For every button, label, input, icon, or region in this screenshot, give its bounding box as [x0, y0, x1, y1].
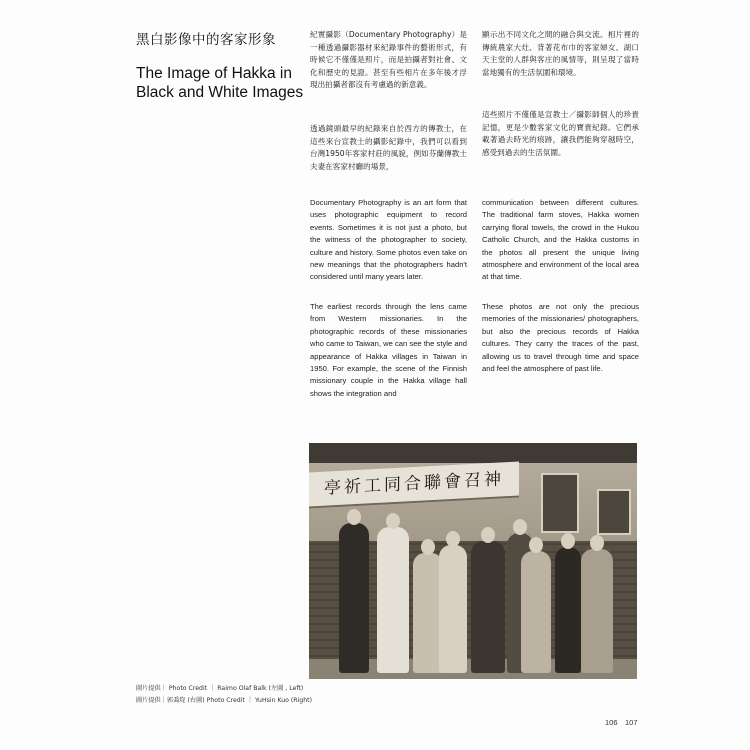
zh-paragraph-2: 透過鏡頭最早的紀錄來自於西方的傳教士，在這些來台宣教士的攝影紀錄中，我們可以看到台灣1950年客家村莊的風貌，例如芬蘭傳教士夫妻在客家村廳的場景， — [310, 124, 467, 171]
group-photo — [309, 443, 637, 679]
photo-person — [471, 541, 505, 673]
en-paragraph-3: communication between different cultures. The traditional farm stoves, Hakka women carrying floral towels, the crowd in the Hukou Catholic Church, and the Hakka customs in the photos all present the unique living atmosphere and environment of the local area at that time. — [482, 198, 639, 282]
zh-paragraph-4: 這些照片不僅僅是宣教士／攝影師個人的珍貴記憶，更是少數客家文化的寶貴紀錄。它們承載著過去時光的痕跡，讓我們能夠穿越時空，感受到過去的生活氛圍。 — [482, 110, 639, 157]
en-paragraph-4: These photos are not only the precious memories of the missionaries/ photographers, but also the precious records of Hakka cultures. They carry the traces of the past, allowing us to travel through time and space and feel the atmosphere of past life. — [482, 302, 639, 374]
en-paragraph-1: Documentary Photography is an art form that uses photographic equipment to record events. Sometimes it is not just a photo, but the witness of the photographer to society, culture and history. Some photos even take on new meanings that the photographers hadn't considered until many years later. — [310, 198, 467, 282]
photo-person — [581, 549, 613, 673]
credit-line-1: 圖片提供｜ Photo Credit ｜ Raimo Olaf Balk (左圖 , Left) — [136, 685, 304, 692]
en-paragraph-2: The earliest records through the lens came from Western missionaries. In the photographic records of these missionaries who came to Taiwan, we can see the style and appearance of Hakka villages in Taiwan in 1950. For example, the scene of the Finnish missionary couple in the Hakka village hall shows the integration and — [310, 302, 467, 398]
chinese-title: 黑白影像中的客家形象 — [136, 32, 276, 48]
photo-credits — [136, 683, 312, 707]
photo-banner-sign: 亭祈工同合聯會召神 — [309, 461, 519, 508]
photo-person — [439, 545, 467, 673]
photo-person — [339, 523, 369, 673]
photo-window — [597, 489, 631, 535]
photo-roof — [309, 443, 637, 463]
credit-line-2: 圖片提供｜郭喬琁 (右圖) Photo Credit ｜ YuHsin Kuo (Right) — [136, 697, 312, 704]
zh-paragraph-1: 紀實攝影（Documentary Photography）是一種透過攝影器材來紀錄事件的藝術形式，有時候它不僅僅是照片，而是拍攝者對社會、文化和歷史的見證。甚至有些相片在多年後才浮現出拍攝者都沒有考慮過的新意義。 — [310, 30, 467, 90]
photo-person — [555, 547, 581, 673]
photo-person — [521, 551, 551, 673]
zh-paragraph-3: 顯示出不同文化之間的融合與交流。相片裡的傳統農家大灶、背著花布巾的客家婦女、湖口天主堂的人群與客庄的風情等，則呈現了當時當地獨有的生活氛圍和環境。 — [482, 30, 639, 77]
page-number-left: 106 — [605, 718, 618, 727]
photo-person — [377, 527, 409, 673]
page-number-right: 107 — [625, 718, 638, 727]
english-title: The Image of Hakka in Black and White Images — [136, 65, 304, 101]
photo-window — [541, 473, 579, 533]
